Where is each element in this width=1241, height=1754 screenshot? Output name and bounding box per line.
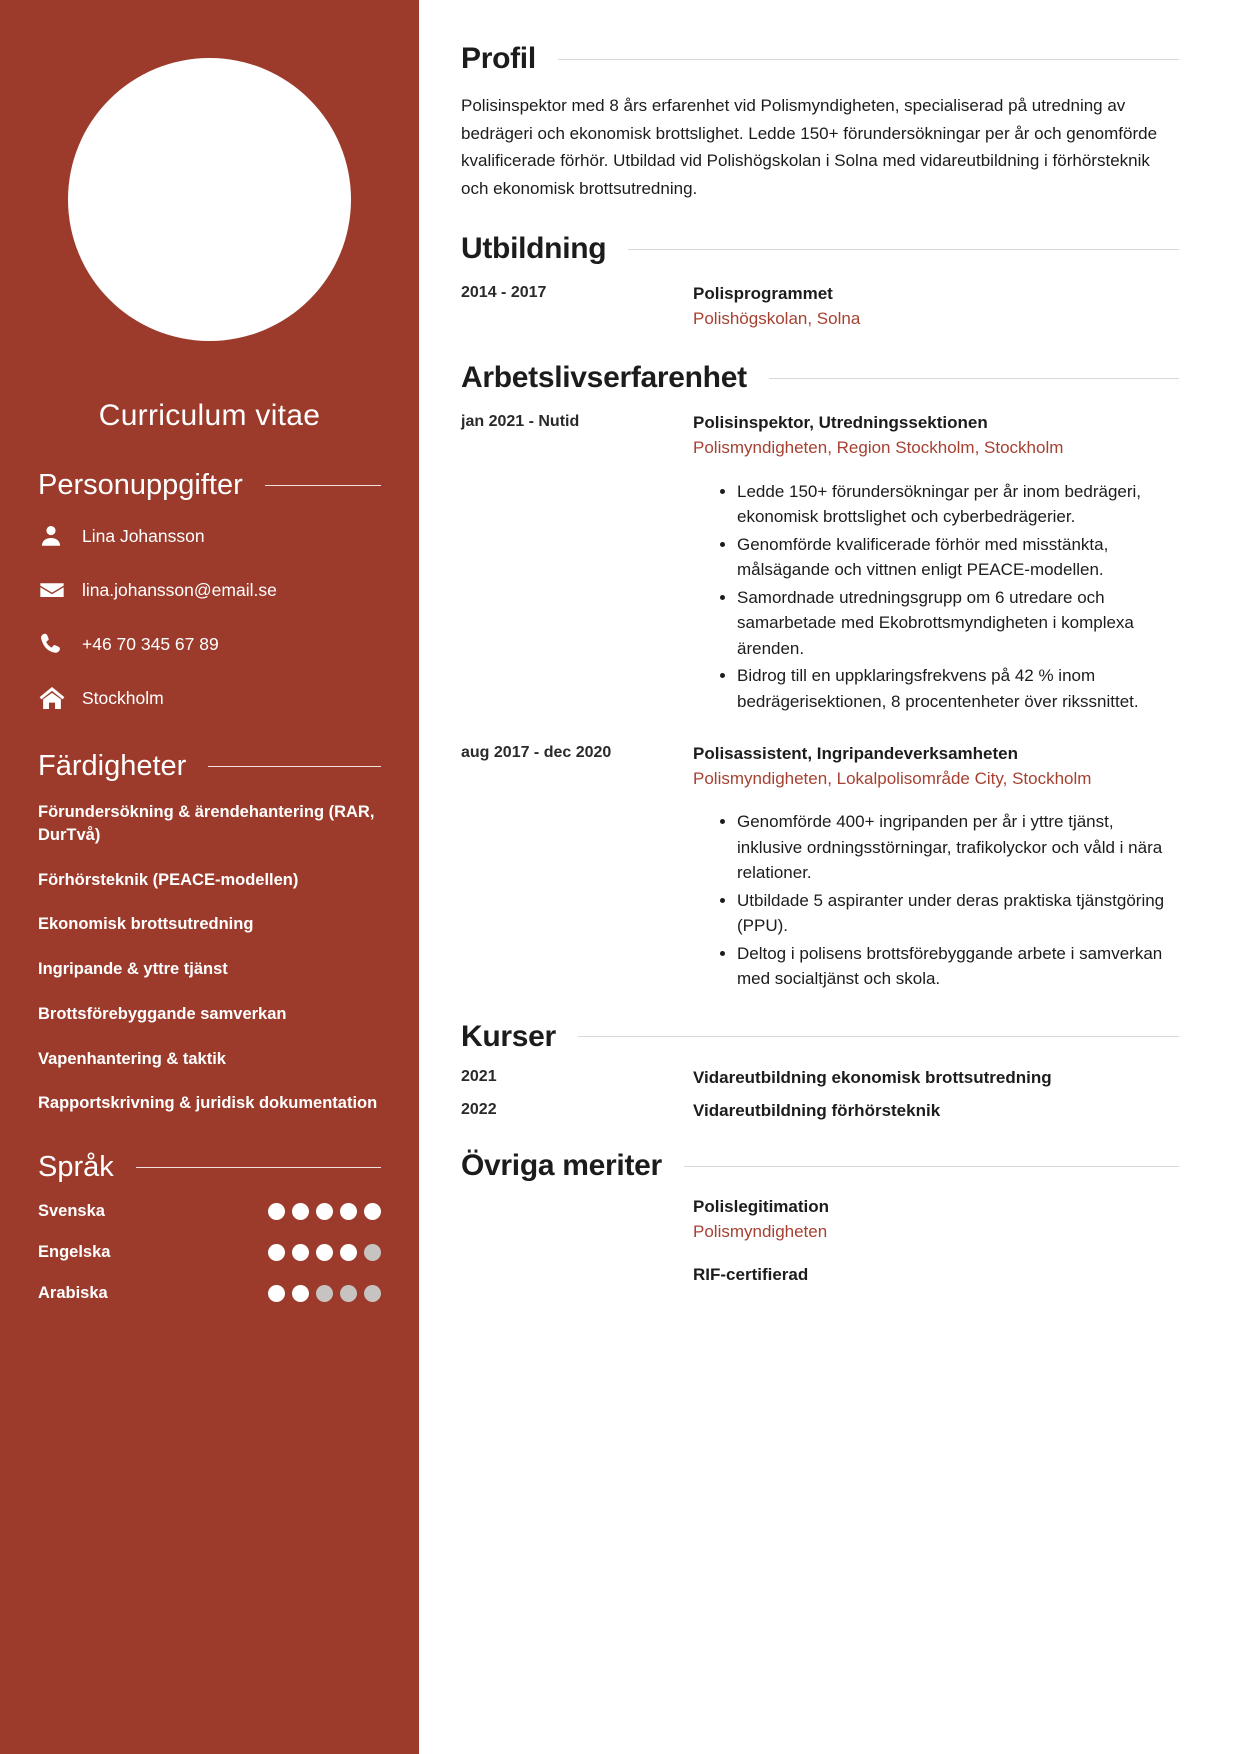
experience-role: Polisinspektor, Utredningssektionen [693, 413, 988, 433]
rating-dot-filled [340, 1203, 357, 1220]
contact-name-value: Lina Johansson [82, 525, 205, 546]
bullet-item: • Bidrog till en uppklaringsfrekvens på 42 % inom bedrägerisektionen, 8 procentenheter över rikssnittet. [737, 663, 1179, 714]
languages-heading [38, 1151, 381, 1184]
skill-item: Förundersökning & ärendehantering (RAR, DurTvå) [38, 803, 375, 844]
skill-item: Förhörsteknik (PEACE-modellen) [38, 870, 299, 889]
skill-item: Ekonomisk brottsutredning [38, 915, 254, 934]
rating-dot-empty [316, 1285, 333, 1302]
rating-dot-filled [316, 1244, 333, 1261]
language-row [38, 1202, 381, 1221]
phone-icon [38, 631, 82, 657]
language-row [38, 1243, 381, 1262]
experience-heading [461, 361, 1179, 395]
merit-entry [461, 1263, 1179, 1288]
section-rule [558, 59, 1179, 60]
course-body [693, 1099, 1179, 1124]
language-name: Arabiska [38, 1284, 108, 1303]
experience-bullets [719, 809, 1179, 992]
profile-heading [461, 42, 1179, 76]
merit-org: Polismyndigheten [693, 1221, 828, 1241]
contact-location-value: Stockholm [82, 687, 164, 708]
education-degree: Polisprogrammet [693, 284, 833, 304]
merit-spacer [461, 1263, 693, 1288]
education-heading-label: Utbildning [461, 232, 607, 266]
section-rule [684, 1166, 1179, 1167]
merit-title: Polislegitimation [693, 1197, 830, 1217]
skills-heading [38, 750, 381, 783]
merit-body [693, 1263, 808, 1288]
merits-heading-label: Övriga meriter [461, 1149, 662, 1183]
rating-dot-filled [268, 1285, 285, 1302]
rating-dot-filled [292, 1203, 309, 1220]
rating-dot-filled [316, 1203, 333, 1220]
contact-item-location [38, 682, 381, 714]
experience-entry [461, 411, 1179, 716]
heading-rule [265, 485, 381, 486]
language-rating [268, 1285, 381, 1302]
merits-heading [461, 1149, 1179, 1183]
rating-dot-filled [340, 1244, 357, 1261]
education-body [693, 282, 1179, 331]
bullet-item: • Ledde 150+ förundersökningar per år inom bedrägeri, ekonomisk brottslighet och cyberbedrägerier. [737, 479, 1179, 530]
profile-heading-label: Profil [461, 42, 536, 75]
course-title: Vidareutbildning ekonomisk brottsutredning [693, 1067, 1052, 1087]
skill-item: Vapenhantering & taktik [38, 1049, 226, 1068]
person-icon [38, 523, 82, 549]
rating-dot-empty [340, 1285, 357, 1302]
experience-body [693, 742, 1179, 994]
contact-item-phone [38, 628, 381, 660]
courses-heading [461, 1020, 1179, 1054]
section-rule [769, 378, 1179, 379]
experience-bullets [719, 479, 1179, 715]
rating-dot-filled [364, 1203, 381, 1220]
rating-dot-filled [268, 1203, 285, 1220]
experience-period: jan 2021 - Nutid [461, 413, 580, 431]
language-name: Svenska [38, 1202, 105, 1221]
language-name: Engelska [38, 1243, 111, 1262]
experience-org: Polismyndigheten, Lokalpolisområde City, Stockholm [693, 768, 1092, 788]
rating-dot-empty [364, 1244, 381, 1261]
rating-dot-empty [364, 1285, 381, 1302]
course-title: Vidareutbildning förhörsteknik [693, 1100, 941, 1120]
language-rating [268, 1203, 381, 1220]
skills-heading-label: Färdigheter [38, 750, 187, 782]
avatar-container [38, 0, 381, 341]
education-heading [461, 232, 1179, 266]
main-content [419, 0, 1241, 1754]
bullet-item: • Samordnade utredningsgrupp om 6 utredare och samarbetade med Ekobrottsmyndigheten i komplexa ärenden. [737, 585, 1179, 662]
experience-org: Polismyndigheten, Region Stockholm, Stockholm [693, 438, 1064, 458]
course-entry [461, 1066, 1179, 1091]
experience-role: Polisassistent, Ingripandeverksamheten [693, 744, 1019, 764]
course-body [693, 1066, 1179, 1091]
rating-dot-filled [268, 1244, 285, 1261]
rating-dot-filled [292, 1285, 309, 1302]
experience-period: aug 2017 - dec 2020 [461, 744, 612, 762]
bullet-item: • Utbildade 5 aspiranter under deras praktiska tjänstgöring (PPU). [737, 888, 1179, 939]
bullet-item: • Genomförde 400+ ingripanden per år i yttre tjänst, inklusive ordningsstörningar, trafikolyckor och våld i nära relationer. [737, 809, 1179, 886]
envelope-icon [38, 576, 82, 604]
merit-title: RIF-certifierad [693, 1264, 809, 1284]
language-rating [268, 1244, 381, 1261]
contact-item-name [38, 520, 381, 552]
education-school: Polishögskolan, Solna [693, 308, 861, 328]
experience-heading-label: Arbetslivserfarenhet [461, 361, 747, 395]
heading-rule [136, 1167, 381, 1168]
merit-entry [461, 1195, 1179, 1244]
contact-email-value: lina.johansson@email.se [82, 579, 277, 600]
course-year: 2022 [461, 1100, 497, 1118]
avatar [68, 58, 351, 341]
merit-spacer [461, 1195, 693, 1244]
cv-title: Curriculum vitae [98, 399, 321, 432]
rating-dot-filled [292, 1244, 309, 1261]
home-icon [38, 684, 82, 712]
courses-heading-label: Kurser [461, 1019, 556, 1053]
section-rule [578, 1036, 1179, 1037]
merit-body [693, 1195, 829, 1244]
course-year: 2021 [461, 1067, 497, 1085]
skill-item: Brottsförebyggande samverkan [38, 1004, 287, 1023]
contact-phone-value: +46 70 345 67 89 [82, 633, 219, 654]
languages-heading-label: Språk [38, 1151, 114, 1184]
contact-item-email [38, 574, 381, 606]
skill-item: Rapportskrivning & juridisk dokumentation [38, 1094, 378, 1113]
section-rule [628, 249, 1179, 250]
profile-text: Polisinspektor med 8 års erfarenhet vid Polismyndigheten, specialiserad på utredning av bedrägeri och ekonomisk brottslighet. Ledde 150+ förundersökningar per år och genomförde kvalificerade förhör. Utbildad vid Polishögskolan i Solna med vidareutbildning i förhörsteknik och ekonomisk brottsutredning. [461, 96, 1158, 198]
personal-details-heading-label: Personuppgifter [38, 469, 243, 501]
experience-body [693, 411, 1179, 716]
bullet-item: • Genomförde kvalificerade förhör med misstänkta, målsägande och vittnen enligt PEACE-modellen. [737, 532, 1179, 583]
bullet-item: • Deltog i polisens brottsförebyggande arbete i samverkan med socialtjänst och skola. [737, 941, 1179, 992]
sidebar [0, 0, 419, 1754]
education-entry [461, 282, 1179, 331]
personal-details-heading [38, 469, 381, 502]
language-row [38, 1284, 381, 1303]
heading-rule [208, 766, 381, 767]
education-period: 2014 - 2017 [461, 284, 547, 302]
skill-item: Ingripande & yttre tjänst [38, 960, 228, 979]
course-entry [461, 1099, 1179, 1124]
experience-entry [461, 742, 1179, 994]
